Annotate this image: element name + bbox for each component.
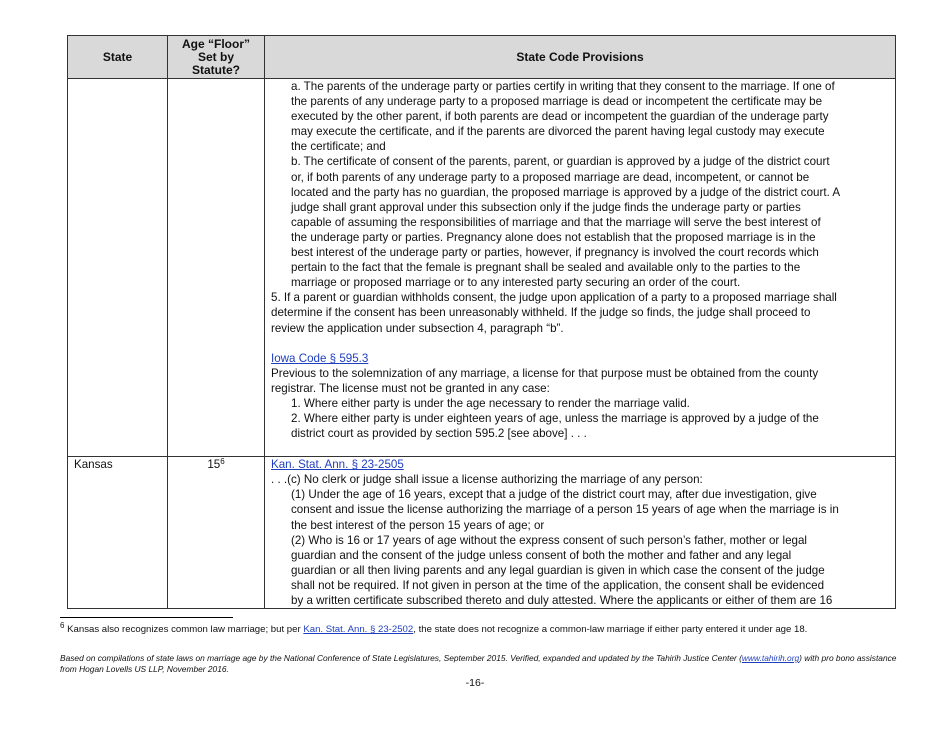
- text-line: determine if the consent has been unreasonably withheld. If the judge so finds, the judge shall proceed to: [271, 306, 811, 320]
- text-line: review the application under subsection 4, paragraph “b”.: [271, 321, 564, 335]
- footnote-6: [60, 621, 920, 636]
- text-line: registrar. The license must not be granted in any case:: [271, 381, 550, 395]
- kan-stat-23-2502-link[interactable]: Kan. Stat. Ann. § 23-2502: [303, 624, 414, 635]
- header-age-line-1: Age “Floor”: [182, 36, 250, 51]
- source-text-before: Based on compilations of state laws on marriage age by the National Conference of State Legislatures, September 2015. Verified, expanded and updated by the Tahirih Justice Center (: [60, 653, 742, 663]
- kansas-item-1: [271, 487, 891, 532]
- table-row-kansas: [68, 457, 896, 609]
- footnote-ref-6[interactable]: 6: [220, 457, 225, 467]
- age-value: 15: [207, 458, 221, 472]
- text-line: Previous to the solemnization of any marriage, a license for that purpose must be obtained from the county: [271, 366, 819, 380]
- text-line: the best interest of the person 15 years of age; or: [291, 518, 545, 532]
- source-text-after: ) with pro bono assistance from Hogan Lovells US LLP, November 2016.: [60, 653, 897, 674]
- footnote-text-after: , the state does not recognize a common-law marriage if either party entered it under age 18.: [413, 624, 808, 635]
- text-line: the certificate; and: [291, 140, 386, 154]
- iowa-code-595-3-section: [271, 351, 891, 442]
- text-line: b. The certificate of consent of the parents, parent, or guardian is approved by a judge of the district court: [291, 155, 830, 169]
- text-line: district court as provided by section 595.2 [see above] . . .: [291, 427, 587, 441]
- text-line: judge shall grant approval under this subsection only if the judge finds the underage party or parties: [291, 200, 801, 214]
- footnote-divider: [60, 617, 233, 618]
- text-line: marriage or proposed marriage or to any interested party securing an order of the court.: [291, 276, 741, 290]
- text-line: guardian and the consent of the judge unless consent of both the mother and father and any legal: [291, 548, 792, 562]
- page-number: -16-: [465, 677, 485, 689]
- header-age-floor: [168, 36, 265, 79]
- iowa-para-5: [271, 290, 891, 335]
- cell-age-kansas: [168, 457, 265, 609]
- state-law-table: [67, 35, 896, 609]
- header-age-line-2: Set by: [197, 49, 234, 64]
- kansas-intro: . . .(c) No clerk or judge shall issue a license authorizing the marriage of any person:: [271, 473, 703, 487]
- footnote-text-before: Kansas also recognizes common law marriage; but per: [64, 624, 304, 635]
- iowa-item-2: [271, 411, 891, 441]
- text-line: the parents of any underage party to a proposed marriage is dead or incompetent the certificate may be: [291, 95, 823, 109]
- cell-state-iowa: [68, 79, 168, 457]
- footnote-marker: 6: [60, 621, 65, 630]
- text-line: 2. Where either party is under eighteen years of age, unless the marriage is approved by a judge of the: [291, 411, 819, 425]
- text-line: best interest of the underage party or parties, however, if pregnancy is involved the court records which: [291, 246, 819, 260]
- text-line: pertain to the fact that the female is pregnant shall be sealed and available only to the parties to the: [291, 261, 801, 275]
- spacer: [271, 441, 891, 456]
- tahirih-website-link[interactable]: www.tahirih.org: [741, 653, 800, 663]
- header-age-line-3: Statute?: [192, 62, 240, 77]
- text-line: shall not be required. If not given in person at the time of the application, the consent shall be evidenced: [291, 578, 825, 592]
- iowa-para-a: [271, 79, 891, 154]
- iowa-para-b: [271, 154, 891, 290]
- text-line: 5. If a parent or guardian withholds consent, the judge upon application of a party to a proposed marriage shall: [271, 291, 837, 305]
- text-line: by a written certificate subscribed thereto and duly attested. Where the applicants or either of them are 16: [291, 594, 833, 607]
- text-line: may execute the certificate, and if the parents are divorced the parent having legal custody may execute: [291, 125, 825, 139]
- cell-provisions-kansas: [265, 457, 896, 609]
- table-row-iowa: [68, 79, 896, 457]
- text-line: or, if both parents of any underage party to a proposed marriage are dead, incompetent, or cannot be: [291, 170, 810, 184]
- spacer: [271, 336, 891, 351]
- text-line: (1) Under the age of 16 years, except that a judge of the district court may, after due investigation, give: [291, 488, 817, 502]
- cell-state-kansas: Kansas: [68, 457, 168, 609]
- kan-stat-23-2505-link[interactable]: Kan. Stat. Ann. § 23-2505: [271, 458, 404, 472]
- cell-provisions-iowa: [265, 79, 896, 457]
- header-provisions: State Code Provisions: [265, 36, 896, 79]
- iowa-code-595-3-link[interactable]: Iowa Code § 595.3: [271, 351, 369, 365]
- text-line: a. The parents of the underage party or parties certify in writing that they consent to the marriage. If one of: [291, 80, 835, 93]
- text-line: guardian or all then living parents and any legal guardian is given in which case the consent of the judge: [291, 563, 825, 577]
- header-state: State: [68, 36, 168, 79]
- kansas-item-2: [271, 533, 891, 608]
- table-header-row: [68, 36, 896, 79]
- cell-age-iowa: [168, 79, 265, 457]
- text-line: capable of assuming the responsibilities of marriage and that the marriage will serve the best interest of: [291, 215, 821, 229]
- text-line: located and the party has no guardian, the proposed marriage is approved by a judge of the district court. A: [291, 185, 841, 199]
- text-line: (2) Who is 16 or 17 years of age without the express consent of such person’s father, mother or legal: [291, 533, 807, 547]
- source-note: [60, 653, 900, 674]
- text-line: executed by the other parent, if both parents are dead or incompetent the guardian of the underage party: [291, 110, 829, 124]
- iowa-item-1: 1. Where either party is under the age necessary to render the marriage valid.: [291, 396, 690, 410]
- text-line: the underage party or parties. Pregnancy alone does not establish that the proposed marriage is in the: [291, 230, 816, 244]
- text-line: consent and issue the license authorizing the marriage of a person 15 years of age when the marriage is in: [291, 503, 839, 517]
